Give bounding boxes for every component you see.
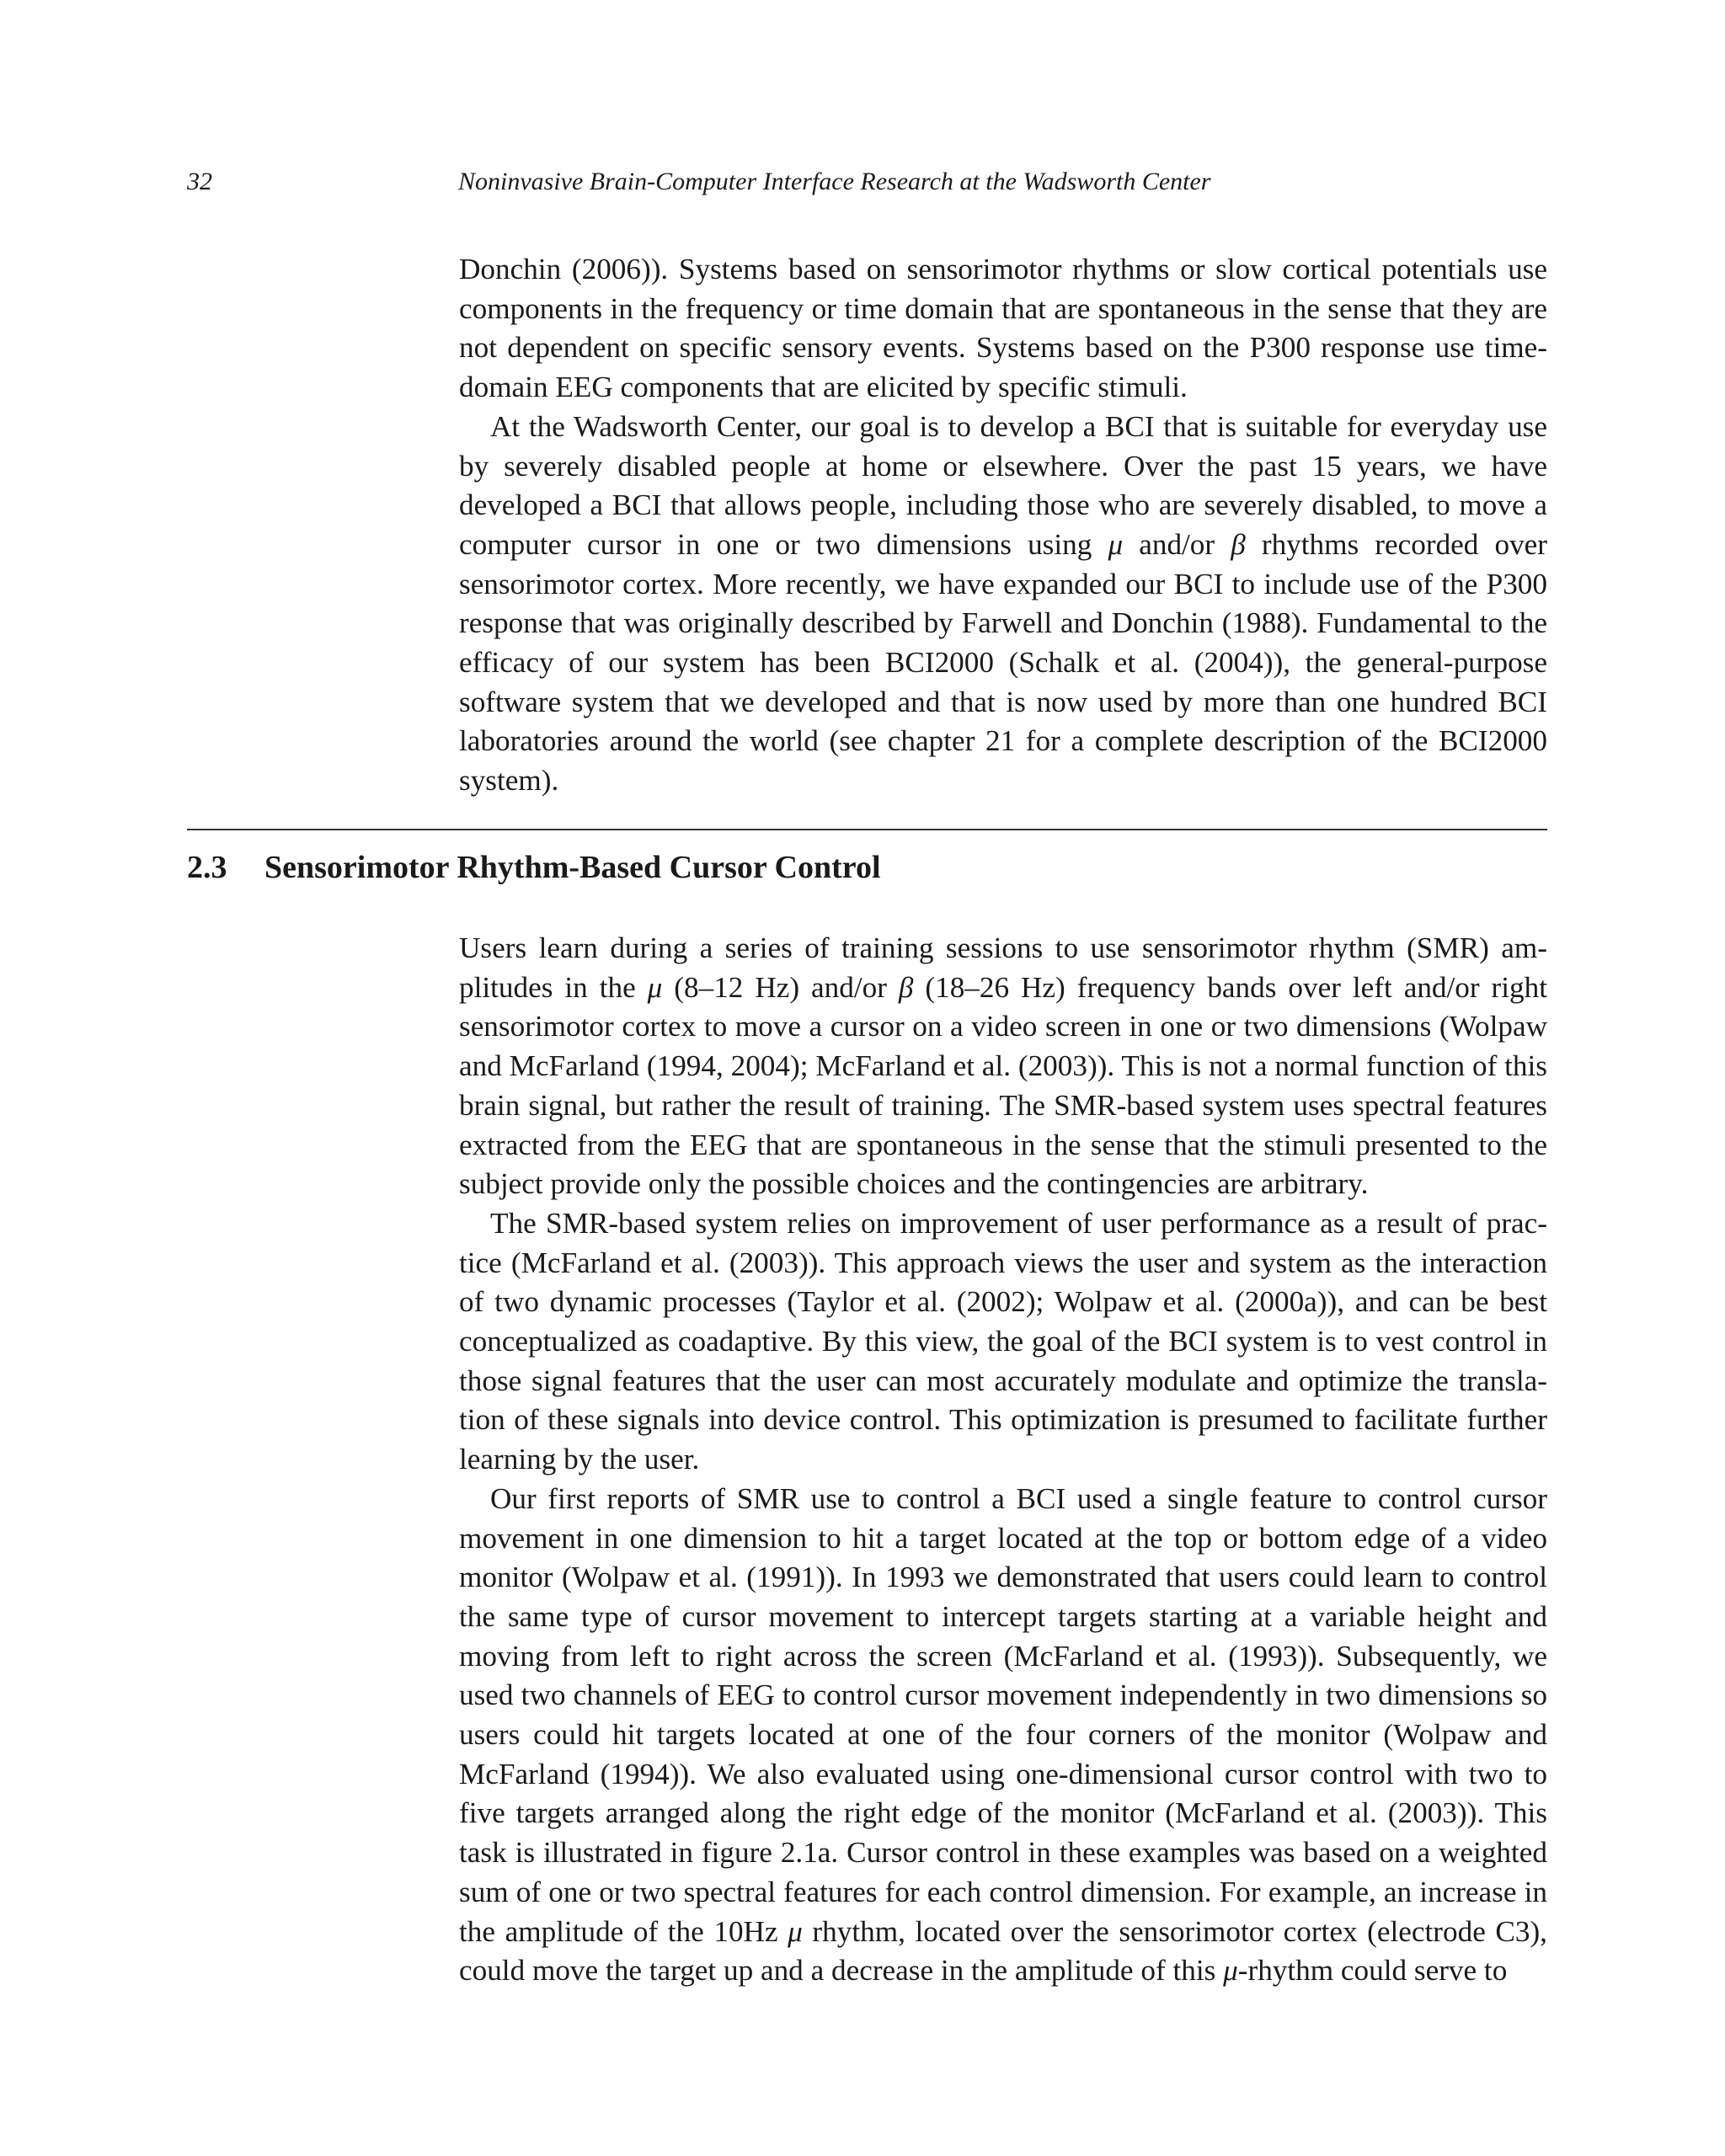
continuation-text bbox=[459, 250, 1547, 801]
mu-symbol: μ bbox=[647, 970, 663, 1004]
paragraph bbox=[459, 929, 1547, 1204]
text-run: (8–12 Hz) and/or bbox=[662, 970, 899, 1004]
text-run: rhythm, located over the sensorimotor cortex (electrode C3), could move the target up and a decrease in the amplitude of this bbox=[459, 1914, 1547, 1988]
beta-symbol: β bbox=[898, 970, 914, 1004]
mu-symbol: μ bbox=[788, 1914, 803, 1948]
text-run: -rhythm could serve to bbox=[1237, 1954, 1508, 1988]
section-number: 2.3 bbox=[187, 850, 227, 885]
paragraph: Donchin (2006)). Systems based on sensorimotor rhythms or slow cortical potentials use components in the frequency or time domain that are spontaneous in the sense that they are not dependent on specific sensory events. Systems based on the P300 response use time-domain EEG components that are elicited by specific stimuli. bbox=[459, 253, 1547, 404]
running-head bbox=[187, 165, 1547, 199]
text-run: At the Wadsworth Center, our goal is to develop a BCI that is suitable for everyday use by severely disabled people at home or elsewhere. Over the past 15 years, we have developed a BCI that allows people, including those who are severely disabled, to move a computer cursor in one or two dimensions using bbox=[459, 409, 1547, 561]
beta-symbol: β bbox=[1231, 527, 1246, 561]
text-run: (18–26 Hz) frequency bands over left and/or right sensorimotor cortex to move a cursor on a video screen in one or two dimensions (Wolpaw and McFarland (1994, 2004); McFarland et al. (2003)). This is not a normal function of this brain signal, but rather the result of training. The SMR-based system uses spectral features extracted from the EEG that are spontaneous in the sense that the stimuli presented to the subject provide only the possible choices and the contingencies are arbitrary. bbox=[459, 970, 1548, 1201]
page-number: 32 bbox=[187, 168, 212, 195]
section-heading bbox=[187, 846, 1547, 889]
paragraph bbox=[459, 1480, 1547, 1991]
running-title: Noninvasive Brain-Computer Interface Research at the Wadsworth Center bbox=[458, 168, 1211, 195]
text-run: Users learn during a series of training sessions to use sensorimotor rhythm (SMR) amplitudes in the bbox=[459, 931, 1547, 1004]
mu-symbol: μ bbox=[1108, 527, 1124, 561]
text-run: Our first reports of SMR use to control a BCI used a single feature to control cursor movement in one dimension to hit a target located at the top or bottom edge of a video monitor (Wolpaw et al. (1991)). In 1993 we demonstrated that users could learn to control the same type of cursor movement to intercept targets starting at a variable height and moving from left to right across the screen (McFarland et al. (1993)). Subsequently, we used two channels of EEG to control cursor movement independently in two dimensions so users could hit targets located at one of the four corners of the monitor (Wolpaw and McFarland (1994)). We also evaluated using one-dimensional cursor control with two to five targets arranged along the right edge of the monitor (McFarland et al. (2003)). This task is illustrated in figure 2.1a. Cursor control in these examples was based on a weighted sum of one or two spectral features for each control dimension. For example, an increase in the amplitude of the 10Hz bbox=[459, 1481, 1547, 1948]
mu-symbol: μ bbox=[1223, 1954, 1238, 1988]
text-run: and/or bbox=[1123, 527, 1231, 561]
paragraph: The SMR-based system relies on improvement of user performance as a result of practice (McFarland et al. (2003)). This approach views the user and system as the interaction of two dynamic processes (Taylor et al. (2002); Wolpaw et al. (2000a)), and can be best conceptualized as coadaptive. By this view, the goal of the BCI system is to vest control in those signal features that the user can most accurately modulate and optimize the translation of these signals into device control. This optimization is presumed to facilitate further learning by the user. bbox=[459, 1206, 1547, 1476]
section-title: Sensorimotor Rhythm-Based Cursor Control bbox=[264, 850, 881, 885]
paragraph bbox=[459, 408, 1547, 801]
section-rule bbox=[187, 829, 1547, 830]
section-body bbox=[459, 929, 1547, 1991]
text-run: rhythms recorded over sensorimotor cortex. More recently, we have expanded our BCI to include use of the P300 response that was originally described by Farwell and Donchin (1988). Fundamental to the efficacy of our system has been BCI2000 (Schalk et al. (2004)), the general-purpose software system that we developed and that is now used by more than one hundred BCI laboratories around the world (see chapter 21 for a complete description of the BCI2000 system). bbox=[459, 527, 1548, 798]
